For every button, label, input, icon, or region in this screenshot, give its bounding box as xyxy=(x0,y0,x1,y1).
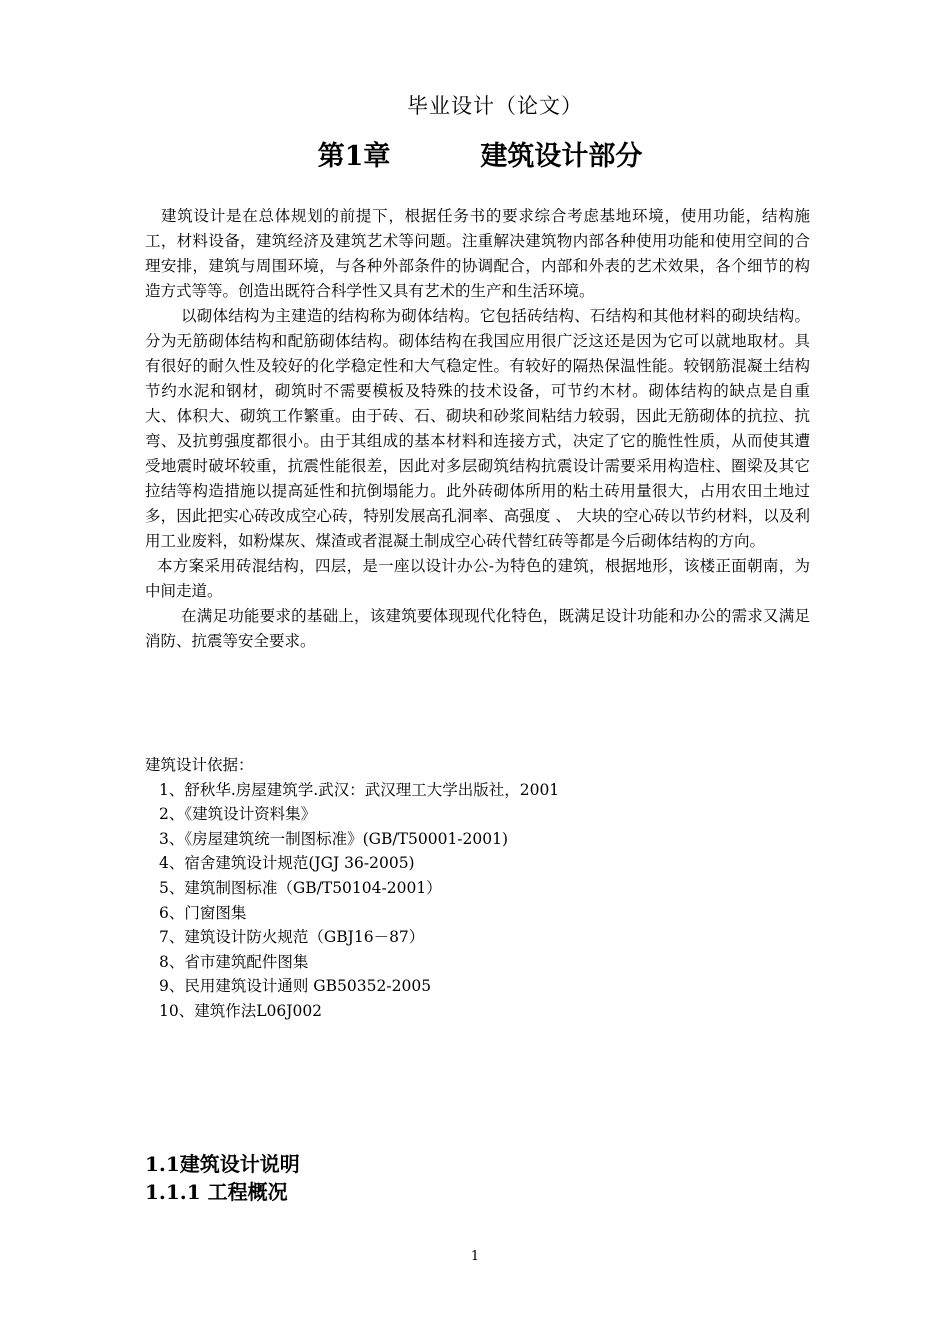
reference-item: 9、民用建筑设计通则 GB50352-2005 xyxy=(159,977,432,996)
reference-item: 3、《房屋建筑统一制图标准》(GB/T50001-2001) xyxy=(159,829,509,848)
reference-item: 8、省市建筑配件图集 xyxy=(159,952,309,971)
reference-list xyxy=(145,778,559,1024)
chapter-number: 第1章 xyxy=(317,141,391,172)
reference-item: 10、建筑作法L06J002 xyxy=(159,1001,323,1020)
reference-item: 4、宿舍建筑设计规范(JGJ 36-2005) xyxy=(159,854,415,873)
paragraph-requirements: 在满足功能要求的基础上，该建筑要体现现代化特色，既满足设计功能和办公的需求又满足消防、抗震等安全要求。 xyxy=(145,607,810,650)
document-header-title: 毕业设计（论文） xyxy=(407,94,583,118)
paragraph-scheme: 本方案采用砖混结构，四层，是一座以设计办公-为特色的建筑，根据地形，该楼正面朝南，为中间走道。 xyxy=(145,557,810,600)
design-basis xyxy=(145,753,559,1024)
body-text xyxy=(145,204,810,654)
chapter-title: 建筑设计部分 xyxy=(480,141,643,172)
section-heading-1-1: 1.1建筑设计说明 xyxy=(145,1152,300,1176)
reference-item: 2、《建筑设计资料集》 xyxy=(159,805,317,824)
design-basis-title: 建筑设计依据： xyxy=(145,756,254,774)
reference-item: 6、门窗图集 xyxy=(159,903,247,922)
reference-item: 5、建筑制图标准（GB/T50104-2001） xyxy=(159,878,442,897)
reference-item: 1、舒秋华.房屋建筑学.武汉：武汉理工大学出版社，2001 xyxy=(159,780,560,799)
page-number: 1 xyxy=(470,1249,480,1264)
paragraph-intro: 建筑设计是在总体规划的前提下，根据任务书的要求综合考虑基地环境，使用功能，结构施工，材料设备，建筑经济及建筑艺术等问题。注重解决建筑物内部各种使用功能和使用空间的合理安排，建筑与周围环境，与各种外部条件的协调配合，内部和外表的艺术效果，各个细节的构造方式等等。创造出既符合科学性又具有艺术的生产和生活环境。 xyxy=(145,207,810,300)
reference-item: 7、建筑设计防火规范（GBJ16－87） xyxy=(159,928,425,947)
paragraph-masonry: 以砌体结构为主建造的结构称为砌体结构。它包括砖结构、石结构和其他材料的砌块结构。分为无筋砌体结构和配筋砌体结构。砌体结构在我国应用很广泛这还是因为它可以就地取材。具有很好的耐久性及较好的化学稳定性和大气稳定性。有较好的隔热保温性能。较钢筋混凝土结构节约水泥和钢材，砌筑时不需要模板及特殊的技术设备，可节约木材。砌体结构的缺点是自重大、体积大、砌筑工作繁重。由于砖、石、砌块和砂浆间粘结力较弱，因此无筋砌体的抗拉、抗弯、及抗剪强度都很小。由于其组成的基本材料和连接方式，决定了它的脆性性质，从而使其遭受地震时破坏较重，抗震性能很差，因此对多层砌筑结构抗震设计需要采用构造柱、圈梁及其它拉结等构造措施以提高延性和抗倒塌能力。此外砖砌体所用的粘土砖用量很大，占用农田土地过多，因此把实心砖改成空心砖，特别发展高孔洞率、高强度 、 大块的空心砖以节约材料，以及利用工业废料，如粉煤灰、煤渣或者混凝土制成空心砖代替红砖等都是今后砌体结构的方向。 xyxy=(145,307,810,550)
section-heading-1-1-1: 1.1.1 工程概况 xyxy=(145,1180,288,1204)
chapter-heading xyxy=(0,134,950,173)
